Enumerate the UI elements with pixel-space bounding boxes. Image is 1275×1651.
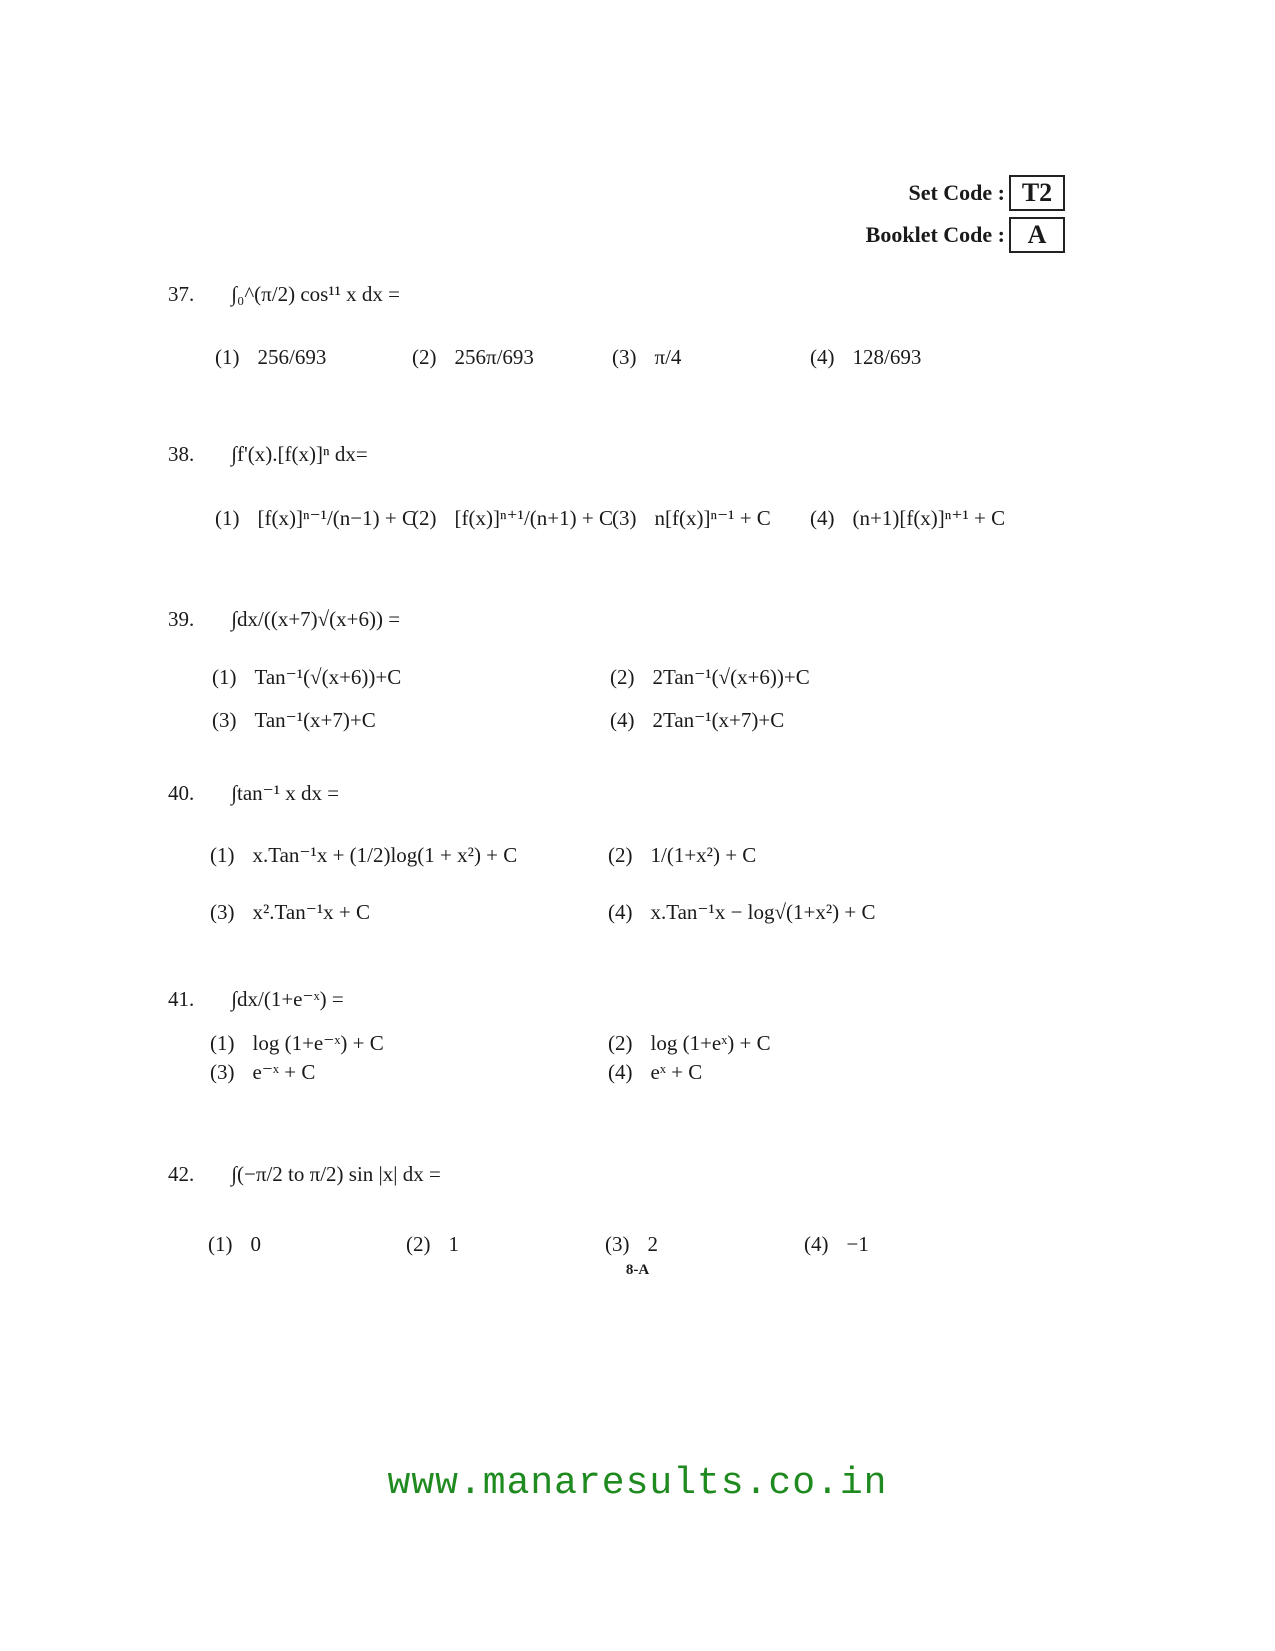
code-panel (866, 175, 1065, 259)
q37-option-2: (2) 256π/693 (412, 345, 534, 369)
q40-option-4: (4) x.Tan⁻¹x − log√(1+x²) + C (608, 900, 876, 924)
q39-option-3: (3) Tan⁻¹(x+7)+C (212, 708, 376, 732)
question-41 (168, 987, 344, 1012)
question-number: 37. (168, 282, 195, 306)
question-number: 42. (168, 1162, 195, 1186)
booklet-code-value: A (1009, 217, 1065, 253)
question-stem: ∫dx/((x+7)√(x+6)) = (231, 607, 401, 631)
booklet-code-row (866, 217, 1065, 253)
q42-option-1: (1) 0 (208, 1232, 261, 1256)
question-stem: ∫f'(x).[f(x)]ⁿ dx= (231, 442, 368, 466)
q37-option-3: (3) π/4 (612, 345, 682, 369)
question-stem: ∫(−π/2 to π/2) sin |x| dx = (231, 1162, 441, 1186)
q40-option-1: (1) x.Tan⁻¹x + (1/2)log(1 + x²) + C (210, 843, 518, 867)
question-number: 41. (168, 987, 195, 1011)
question-number: 39. (168, 607, 195, 631)
q38-option-3: (3) n[f(x)]ⁿ⁻¹ + C (612, 506, 771, 530)
question-38 (168, 442, 368, 467)
q42-option-2: (2) 1 (406, 1232, 459, 1256)
q38-option-4: (4) (n+1)[f(x)]ⁿ⁺¹ + C (810, 506, 1006, 530)
question-stem: ∫₀^(π/2) cos¹¹ x dx = (231, 282, 401, 306)
q41-option-1: (1) log (1+e⁻ˣ) + C (210, 1031, 384, 1055)
q41-option-4: (4) eˣ + C (608, 1060, 703, 1084)
page-label: 8-A (625, 1262, 650, 1278)
question-number: 40. (168, 781, 195, 805)
q42-option-3: (3) 2 (605, 1232, 658, 1256)
question-stem: ∫dx/(1+e⁻ˣ) = (231, 987, 344, 1011)
q37-option-4: (4) 128/693 (810, 345, 922, 369)
q40-option-3: (3) x².Tan⁻¹x + C (210, 900, 370, 924)
q38-option-2: (2) [f(x)]ⁿ⁺¹/(n+1) + C (412, 506, 613, 530)
set-code-row (866, 175, 1065, 211)
question-number: 38. (168, 442, 195, 466)
q41-option-3: (3) e⁻ˣ + C (210, 1060, 316, 1084)
q40-option-2: (2) 1/(1+x²) + C (608, 843, 757, 867)
q38-option-1: (1) [f(x)]ⁿ⁻¹/(n−1) + C (215, 506, 416, 530)
question-37 (168, 282, 400, 307)
q39-option-2: (2) 2Tan⁻¹(√(x+6))+C (610, 665, 810, 689)
booklet-code-label: Booklet Code : (865, 222, 1005, 247)
set-code-value: T2 (1009, 175, 1065, 211)
q39-option-4: (4) 2Tan⁻¹(x+7)+C (610, 708, 785, 732)
q42-option-4: (4) −1 (804, 1232, 869, 1256)
set-code-label: Set Code : (908, 180, 1005, 205)
website-watermark[interactable]: www.manaresults.co.in (387, 1462, 888, 1505)
question-stem: ∫tan⁻¹ x dx = (231, 781, 340, 805)
question-42 (168, 1162, 441, 1187)
question-39 (168, 607, 400, 632)
q39-option-1: (1) Tan⁻¹(√(x+6))+C (212, 665, 402, 689)
q41-option-2: (2) log (1+eˣ) + C (608, 1031, 771, 1055)
q37-option-1: (1) 256/693 (215, 345, 327, 369)
question-40 (168, 781, 339, 806)
